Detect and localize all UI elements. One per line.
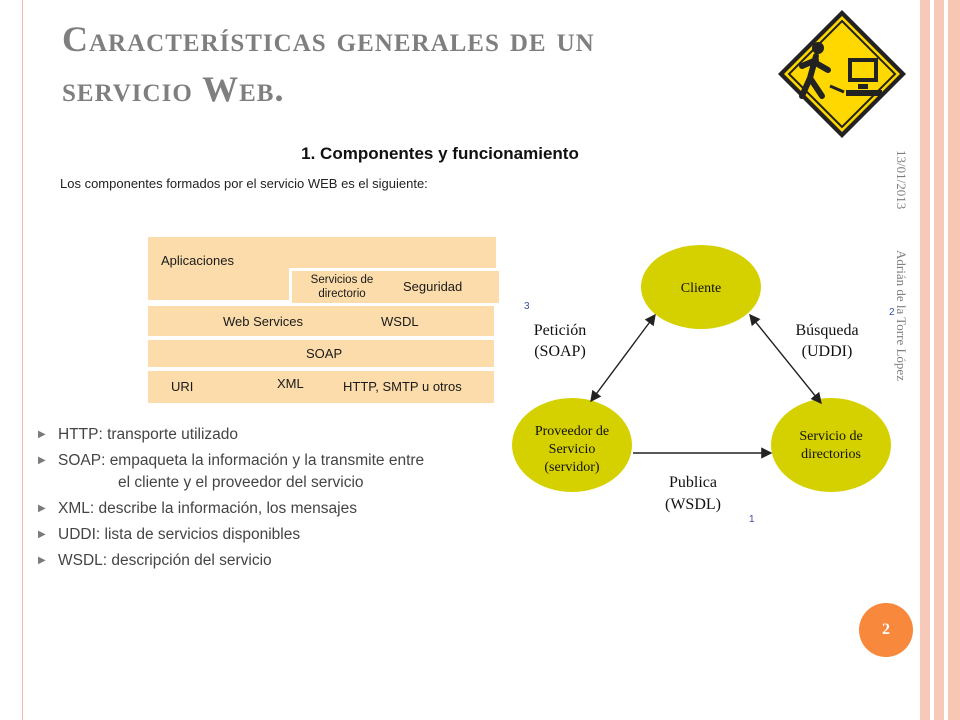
slide-date: 13/01/2013: [894, 150, 909, 210]
bullet-continuation: el cliente y el proveedor del servicio: [118, 474, 364, 491]
bullet-text: : descripción del servicio: [102, 552, 272, 569]
bullet-item: [38, 450, 508, 494]
slide-title: [62, 14, 742, 114]
label-search-2: (UDDI): [801, 343, 853, 360]
under-construction-icon: [772, 4, 912, 144]
label-request-2: (SOAP): [534, 343, 586, 360]
bullet-term: SOAP: [58, 452, 102, 469]
bullet-item: [38, 524, 508, 546]
stack-label-uri: URI: [171, 379, 194, 394]
stack-block-transport: [148, 371, 494, 403]
stack-block-web-services: [148, 306, 494, 336]
bullet-text: : describe la información, los mensajes: [89, 500, 357, 517]
bullet-item: [38, 424, 508, 446]
bullet-arrow-icon: ▶: [38, 503, 46, 514]
bullet-arrow-icon: ▶: [38, 429, 46, 440]
stack-label-web-services: Web Services: [223, 314, 303, 329]
stack-label-xml: XML: [277, 376, 304, 391]
node-provider-label-3: (servidor): [544, 460, 600, 475]
step-number-1: 1: [749, 514, 755, 525]
bullet-text: : empaqueta la información y la transmite entre: [101, 452, 425, 469]
page-number-badge: 2: [859, 603, 913, 657]
stack-label-wsdl: WSDL: [381, 314, 419, 329]
stack-label-directory-services-2: directorio: [318, 288, 366, 300]
label-request-1: Petición: [533, 322, 587, 339]
stack-label-soap: SOAP: [306, 346, 343, 361]
bullet-list: [38, 424, 508, 576]
left-border-line: [22, 0, 23, 720]
node-directory-label-1: Servicio de: [799, 429, 863, 444]
stack-label-security: Seguridad: [403, 279, 463, 294]
arrow-request: [591, 315, 655, 401]
label-search-1: Búsqueda: [795, 322, 859, 339]
slide-author: Adrián de la Torre López: [894, 250, 909, 381]
step-number-3: 3: [524, 301, 530, 312]
bullet-term: UDDI: [58, 526, 96, 543]
web-service-flow-diagram: [505, 235, 915, 535]
label-publish-1: Publica: [669, 474, 717, 491]
step-number-2: 2: [889, 307, 895, 318]
node-provider-label-1: Proveedor de: [534, 424, 610, 439]
bullet-term: XML: [58, 500, 90, 517]
bullet-text: : lista de servicios disponibles: [95, 526, 301, 543]
section-subtitle: 1. Componentes y funcionamiento: [301, 144, 579, 163]
bullet-text: : transporte utilizado: [98, 426, 239, 443]
bullet-term: HTTP: [58, 426, 99, 443]
right-stripe: [948, 0, 960, 720]
bullet-item: [38, 550, 508, 572]
bullet-arrow-icon: ▶: [38, 555, 46, 566]
stack-label-http: HTTP, SMTP u otros: [343, 379, 462, 394]
label-publish-2: (WSDL): [665, 496, 721, 513]
right-stripe: [920, 0, 930, 720]
node-directory-label-2: directorios: [801, 447, 861, 462]
stack-label-directory-services-1: Servicios de: [310, 274, 374, 286]
intro-text: Los componentes formados por el servicio WEB es el siguiente:: [60, 176, 428, 191]
bullet-term: WSDL: [58, 552, 103, 569]
bullet-arrow-icon: ▶: [38, 529, 46, 540]
slide-title-line1: Características generales de un: [62, 19, 595, 59]
stack-label-directory-services: [302, 273, 382, 301]
protocol-stack-diagram: [148, 237, 496, 403]
node-client-label: Cliente: [680, 281, 722, 296]
bullet-arrow-icon: ▶: [38, 455, 46, 466]
slide-title-line2: servicio Web.: [62, 69, 285, 109]
node-directory: [771, 398, 891, 492]
bullet-item: [38, 498, 508, 520]
stack-block-directory-security: [289, 268, 499, 303]
right-stripe: [934, 0, 944, 720]
node-provider-label-2: Servicio: [548, 442, 596, 457]
stack-label-applications: Aplicaciones: [161, 253, 234, 268]
stack-block-soap: [148, 340, 494, 367]
